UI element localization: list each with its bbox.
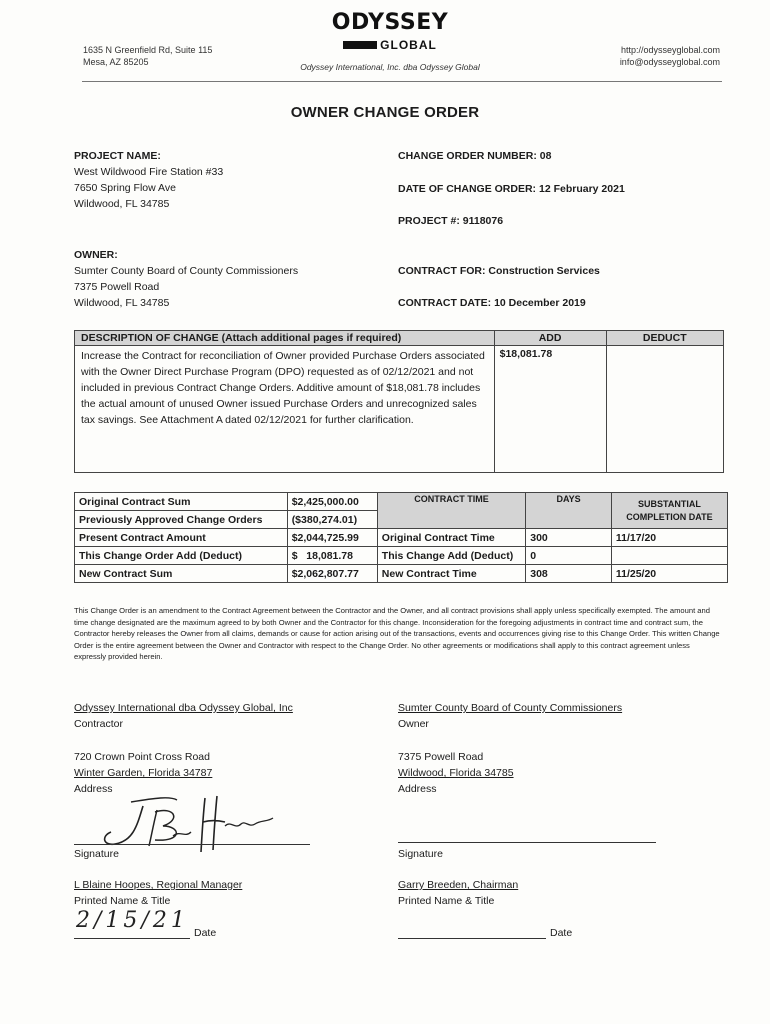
change-order-date: [398, 183, 625, 195]
header-divider: [82, 81, 722, 82]
project-street: 7650 Spring Flow Ave: [74, 182, 176, 194]
owner-signature-label: Signature: [398, 848, 443, 860]
contractor-signature-label: Signature: [74, 848, 119, 860]
time-label-1: This Change Add (Deduct): [377, 547, 525, 565]
contract-date-label: CONTRACT DATE:: [398, 297, 492, 309]
summary-table: [74, 492, 728, 583]
contractor-date-handwritten: 2/15/21: [76, 908, 189, 933]
address-line1: 1635 N Greenfield Rd, Suite 115: [83, 45, 213, 55]
time-date-0: 11/17/20: [611, 529, 727, 547]
time-days-1: 0: [526, 547, 612, 565]
owner-label: OWNER:: [74, 249, 118, 261]
contract-date: [398, 297, 586, 309]
contractor-printed-label: Printed Name & Title: [74, 895, 171, 907]
logo-sub-text: GLOBAL: [380, 38, 437, 52]
contractor-printed-block: [74, 877, 374, 909]
owner-block: [74, 247, 374, 311]
description-table: [74, 330, 724, 473]
time-days-0: 300: [526, 529, 612, 547]
project-number-value: 9118076: [462, 215, 504, 227]
logo-bar-icon: [343, 41, 377, 49]
contract-date-value: 10 December 2019: [494, 297, 586, 309]
owner-printed-label: Printed Name & Title: [398, 895, 495, 907]
change-order-date-label: DATE OF CHANGE ORDER:: [398, 183, 537, 195]
contractor-address1: 720 Crown Point Cross Road: [74, 751, 210, 763]
address-line2: Mesa, AZ 85205: [83, 57, 149, 67]
contractor-role: Contractor: [74, 718, 124, 730]
legal-paragraph: This Change Order is an amendment to the Contract Agreement between the Contractor and the Owner, and all contract provisions shall apply unless specifically exempted. The amount and time change designated are the maximum agreed to by both Owner and the Contractor for this change. Inconsideration for the foregoing adjustments in contract time and contract sum, the Contractor hereby releases the Owner from all claims, demands or cause for action arising out of the transactions, events and occurrences giving rise to this Change Order. This written Change Order is the entire agreement between the Owner and Contractor with respect to the Change Order. No other agreements or modifications shall apply to this contract agreement unless expressly provided herein.: [74, 606, 720, 661]
time-label-0: Original Contract Time: [377, 529, 525, 547]
project-number: [398, 215, 503, 227]
contractor-printed-name: L Blaine Hoopes, Regional Manager: [74, 879, 243, 891]
company-tagline: Odyssey International, Inc. dba Odyssey Global: [300, 62, 480, 72]
change-order-number: [398, 150, 551, 162]
owner-name: Sumter County Board of County Commissioners: [74, 265, 299, 277]
owner-printed-name: Garry Breeden, Chairman: [398, 879, 519, 891]
owner-date-label: Date: [550, 927, 573, 939]
deduct-header: DEDUCT: [606, 331, 723, 346]
summary-label-2: Present Contract Amount: [75, 529, 288, 547]
summary-label-0: Original Contract Sum: [75, 493, 288, 511]
add-header: ADD: [494, 331, 606, 346]
summary-amount-1: ($380,274.01): [287, 511, 377, 529]
summary-amount-0: $2,425,000.00: [287, 493, 377, 511]
email-link[interactable]: info@odysseyglobal.com: [619, 57, 720, 67]
summary-label-1: Previously Approved Change Orders: [75, 511, 288, 529]
time-days-2: 308: [526, 565, 612, 583]
company-logo: [280, 12, 500, 72]
project-name: West Wildwood Fire Station #33: [74, 166, 224, 178]
owner-printed-block: [398, 877, 698, 909]
contract-for-label: CONTRACT FOR:: [398, 265, 486, 277]
owner-sign-address-label: Address: [398, 783, 437, 795]
project-number-label: PROJECT #:: [398, 215, 460, 227]
change-order-date-value: 12 February 2021: [538, 183, 625, 195]
company-address: [83, 44, 212, 68]
owner-signature-line[interactable]: [398, 842, 656, 843]
contractor-date-line: [74, 938, 190, 939]
owner-date-line[interactable]: [398, 938, 546, 939]
page-title: OWNER CHANGE ORDER: [290, 104, 480, 121]
project-label: PROJECT NAME:: [74, 150, 161, 162]
change-order-number-label: CHANGE ORDER NUMBER:: [398, 150, 537, 162]
contract-for: [398, 265, 600, 277]
time-date-2: 11/25/20: [611, 565, 727, 583]
change-order-number-value: 08: [539, 150, 552, 162]
owner-sign-role: Owner: [398, 718, 429, 730]
contractor-name: Odyssey International dba Odyssey Global, Inc: [74, 702, 293, 714]
summary-amount-2: $2,044,725.99: [287, 529, 377, 547]
contractor-address-label: Address: [74, 783, 113, 795]
contract-for-value: Construction Services: [488, 265, 600, 277]
contract-time-header: CONTRACT TIME: [377, 493, 525, 529]
completion-header: SUBSTANTIAL COMPLETION DATE: [611, 493, 727, 529]
summary-amount-3: $ 18,081.78: [287, 547, 377, 565]
time-date-1: [611, 547, 727, 565]
owner-sign-address1: 7375 Powell Road: [398, 751, 484, 763]
owner-sign-address2: Wildwood, Florida 34785: [398, 767, 514, 779]
summary-label-4: New Contract Sum: [75, 565, 288, 583]
description-header: DESCRIPTION OF CHANGE (Attach additional pages if required): [75, 331, 495, 346]
contractor-signature-line: [74, 844, 310, 845]
owner-sign-block: [398, 700, 698, 797]
contractor-block: [74, 700, 374, 797]
add-amount: $18,081.78: [494, 346, 606, 473]
description-text: Increase the Contract for reconciliation of Owner provided Purchase Orders associated with the Owner Direct Purchase Program (DPO) requested as of 02/12/2021 and not included in previous Contract Change Orders. Additive amount of $18,081.78 includes the actual amount of unused Owner issued Purchase Orders and unrecognized sales tax savings. See Attachment A dated 02/12/2021 for further clarification.: [75, 346, 495, 473]
summary-label-3: This Change Order Add (Deduct): [75, 547, 288, 565]
deduct-amount: [606, 346, 723, 473]
owner-street: 7375 Powell Road: [74, 281, 160, 293]
website-link[interactable]: http://odysseyglobal.com: [620, 45, 720, 55]
summary-amount-4: $2,062,807.77: [287, 565, 377, 583]
owner-sign-name: Sumter County Board of County Commissioners: [398, 702, 623, 714]
time-label-2: New Contract Time: [377, 565, 525, 583]
project-city: Wildwood, FL 34785: [74, 198, 170, 210]
project-block: [74, 148, 374, 212]
contractor-date-label: Date: [194, 927, 217, 939]
owner-city: Wildwood, FL 34785: [74, 297, 170, 309]
logo-main-text: ODYSSEY: [331, 10, 449, 35]
company-contact: [620, 44, 720, 68]
days-header: DAYS: [526, 493, 612, 529]
contractor-address2: Winter Garden, Florida 34787: [74, 767, 213, 779]
